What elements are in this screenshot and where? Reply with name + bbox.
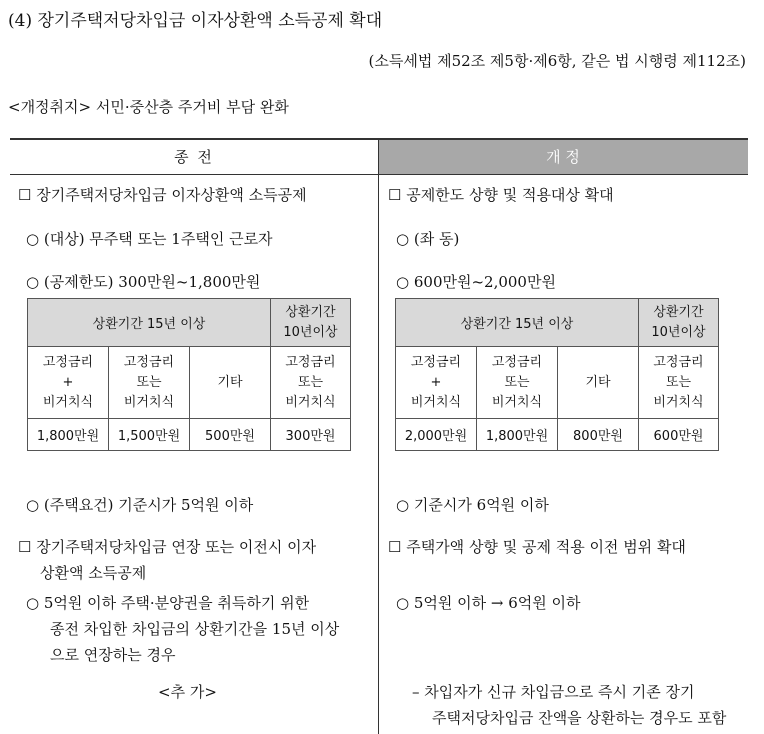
new-c1	[396, 347, 477, 419]
old-c1-l2: +	[62, 374, 74, 390]
new-v1: 2,000만원	[396, 419, 477, 451]
new-v2: 1,800만원	[477, 419, 558, 451]
new-h-15yr: 상환기간 15년 이상	[396, 299, 639, 347]
old-target: ○ (대상) 무주택 또는 1주택인 근로자	[26, 230, 273, 248]
old-limit-table	[27, 298, 351, 451]
old-extend-l1: ○ 5억원 이하 주택·분양권을 취득하기 위한	[26, 594, 310, 612]
old-extend-l2: 종전 차입한 차입금의 상환기간을 15년 이상	[50, 620, 340, 638]
new-c4-l3: 비거치식	[653, 394, 704, 410]
new-target: ○ (좌 동)	[396, 230, 460, 248]
old-c4	[271, 347, 351, 419]
old-v1: 1,800만원	[28, 419, 109, 451]
new-c2	[477, 347, 558, 419]
old-c1	[28, 347, 109, 419]
old-c1-l3: 비거치식	[42, 394, 94, 410]
new-section2: ☐ 주택가액 상향 및 공제 적용 이전 범위 확대	[388, 538, 686, 556]
law-reference: (소득세법 제52조 제5항·제6항, 같은 법 시행령 제112조)	[368, 52, 746, 70]
old-add-label: <추 가>	[158, 683, 217, 701]
new-c4-l2: 또는	[665, 374, 692, 390]
old-c4-l2: 또는	[297, 374, 324, 390]
new-section1: ☐ 공제한도 상향 및 적용대상 확대	[388, 186, 614, 204]
new-c1-l3: 비거치식	[410, 394, 462, 410]
old-v2: 1,500만원	[109, 419, 190, 451]
old-h-10yr-l1: 상환기간	[285, 304, 336, 320]
old-section1: ☐ 장기주택저당차입금 이자상환액 소득공제	[18, 186, 307, 204]
old-c2-l2: 또는	[136, 374, 162, 390]
revision-purpose: <개정취지> 서민·중산층 주거비 부담 완화	[8, 98, 289, 116]
new-h-10yr-l1: 상환기간	[653, 304, 704, 320]
section-title: (4) 장기주택저당차입금 이자상환액 소득공제 확대	[8, 11, 383, 31]
column-divider	[378, 140, 379, 734]
old-c2-l1: 고정금리	[123, 354, 175, 370]
old-c4-l1: 고정금리	[285, 354, 336, 370]
new-c4-l1: 고정금리	[653, 354, 704, 370]
new-h-10yr-l2: 10년이상	[651, 324, 706, 340]
new-c2-l1: 고정금리	[491, 354, 543, 370]
new-v3: 800만원	[558, 419, 639, 451]
new-house-req: ○ 기준시가 6억원 이하	[396, 496, 549, 514]
old-h-10yr-l2: 10년이상	[283, 324, 338, 340]
old-house-req: ○ (주택요건) 기준시가 5억원 이하	[26, 496, 254, 514]
old-v3: 500만원	[190, 419, 271, 451]
old-c2	[109, 347, 190, 419]
new-c4	[639, 347, 719, 419]
new-v4: 600만원	[639, 419, 719, 451]
old-h-15yr: 상환기간 15년 이상	[28, 299, 271, 347]
new-c2-l3: 비거치식	[491, 394, 543, 410]
old-v4: 300만원	[271, 419, 351, 451]
new-extend: ○ 5억원 이하 → 6억원 이하	[396, 594, 581, 612]
new-h-10yr	[639, 299, 719, 347]
header-old: 종 전	[10, 140, 378, 175]
old-c2-l3: 비거치식	[123, 394, 175, 410]
old-extend-l3: 으로 연장하는 경우	[50, 646, 176, 664]
comparison-table	[10, 138, 748, 734]
new-c2-l2: 또는	[504, 374, 530, 390]
new-add-l1: – 차입자가 신규 차입금으로 즉시 기존 장기	[412, 683, 695, 701]
old-section2-l1: ☐ 장기주택저당차입금 연장 또는 이전시 이자	[18, 538, 317, 556]
old-h-10yr	[271, 299, 351, 347]
new-add-l2: 주택저당차입금 잔액을 상환하는 경우도 포함	[432, 709, 727, 727]
old-c4-l3: 비거치식	[285, 394, 336, 410]
new-limit: ○ 600만원~2,000만원	[396, 273, 556, 291]
old-c1-l1: 고정금리	[42, 354, 94, 370]
new-limit-table	[395, 298, 719, 451]
old-c3: 기타	[190, 347, 271, 419]
new-c3: 기타	[558, 347, 639, 419]
old-limit: ○ (공제한도) 300만원~1,800만원	[26, 273, 261, 291]
new-c1-l2: +	[430, 374, 442, 390]
header-new: 개 정	[378, 140, 748, 175]
new-c1-l1: 고정금리	[410, 354, 462, 370]
old-section2-l2: 상환액 소득공제	[40, 564, 147, 582]
